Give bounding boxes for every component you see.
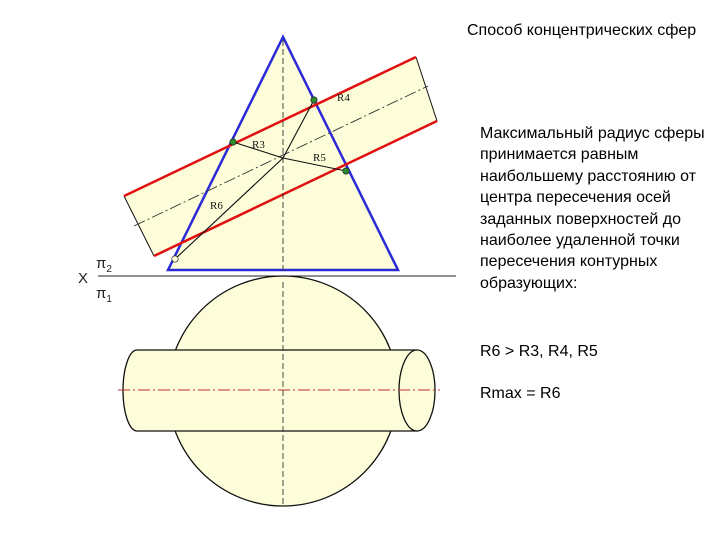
point-r3	[230, 139, 236, 145]
description-text: Максимальный радиус сферы принимается равным наибольшему расстоянию от центра пересечения осей заданных поверхностей до наиболее удаленной точки пересечения контурных образующих:	[480, 125, 705, 292]
label-r6: R6	[210, 200, 223, 212]
label-pi2: $\pi_2$	[96, 255, 112, 275]
label-pi1: $\pi_1$	[96, 285, 112, 305]
page-title: Способ концентрических сфер	[467, 22, 697, 39]
point-r4	[311, 97, 317, 103]
label-r4: R4	[337, 92, 350, 104]
point-r6	[172, 256, 178, 262]
label-x-axis: X	[78, 270, 89, 287]
rmax-text: Rmax = R6	[480, 385, 561, 402]
label-r3: R3	[252, 139, 265, 151]
inequality-text: R6 > R3, R4, R5	[480, 343, 598, 360]
point-r5	[343, 168, 349, 174]
label-r5: R5	[313, 152, 326, 164]
